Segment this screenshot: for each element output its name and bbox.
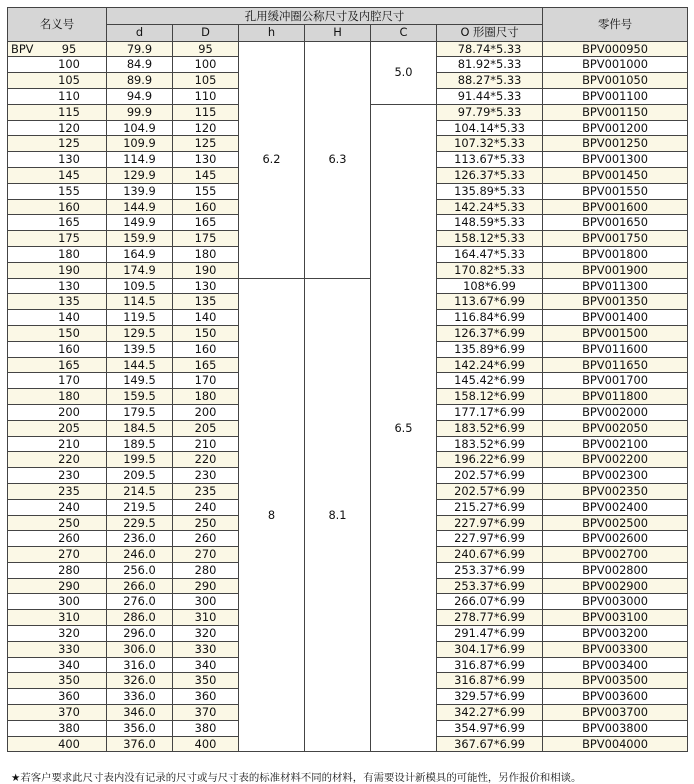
header-part-number: 零件号 [543,8,688,42]
cell-d: 109.5 [107,278,173,294]
nominal-value: 250 [58,515,80,530]
cell-d: 276.0 [107,594,173,610]
cell-nominal-number [8,452,107,468]
cell-o-ring-size: 135.89*5.33 [437,183,543,199]
cell-d: 79.9 [107,41,173,57]
cell-d: 356.0 [107,720,173,736]
cell-nominal-number [8,120,107,136]
cell-d: 179.5 [107,404,173,420]
cell-part-number: BPV001650 [543,215,688,231]
cell-D: 280 [173,562,239,578]
cell-part-number: BPV003700 [543,705,688,721]
cell-part-number: BPV003200 [543,626,688,642]
cell-d: 119.5 [107,310,173,326]
cell-o-ring-size: 253.37*6.99 [437,562,543,578]
cell-part-number: BPV001150 [543,104,688,120]
cell-part-number: BPV002900 [543,578,688,594]
cell-part-number: BPV011800 [543,389,688,405]
cell-D: 175 [173,231,239,247]
nominal-value: 160 [58,199,80,214]
cell-o-ring-size: 177.17*6.99 [437,404,543,420]
nominal-value: 105 [58,73,80,88]
nominal-value: 175 [58,231,80,246]
nominal-value: 210 [58,436,80,451]
cell-part-number: BPV001750 [543,231,688,247]
cell-D: 400 [173,736,239,752]
cell-o-ring-size: 304.17*6.99 [437,641,543,657]
nominal-value: 350 [58,673,80,688]
cell-part-number: BPV003600 [543,689,688,705]
cell-nominal-number [8,152,107,168]
cell-d: 316.0 [107,657,173,673]
cell-H-group-2: 8.1 [305,278,371,752]
cell-o-ring-size: 81.92*5.33 [437,57,543,73]
cell-o-ring-size: 158.12*5.33 [437,231,543,247]
cell-o-ring-size: 215.27*6.99 [437,499,543,515]
cell-o-ring-size: 316.87*6.99 [437,657,543,673]
cell-D: 190 [173,262,239,278]
cell-o-ring-size: 126.37*6.99 [437,325,543,341]
table-row [8,278,688,294]
cell-nominal-number [8,215,107,231]
cell-d: 104.9 [107,120,173,136]
cell-nominal-number [8,310,107,326]
cell-o-ring-size: 126.37*5.33 [437,167,543,183]
nominal-value: 270 [58,547,80,562]
cell-D: 95 [173,41,239,57]
cell-nominal-number [8,641,107,657]
cell-D: 130 [173,278,239,294]
size-table-container [7,7,687,784]
cell-o-ring-size: 367.67*6.99 [437,736,543,752]
nominal-value: 190 [58,262,80,277]
nominal-value: 400 [58,736,80,751]
cell-nominal-number [8,531,107,547]
cell-D: 180 [173,246,239,262]
cell-o-ring-size: 113.67*5.33 [437,152,543,168]
cell-nominal-number [8,736,107,752]
nominal-value: 115 [58,104,80,119]
cell-D: 330 [173,641,239,657]
cell-part-number: BPV003800 [543,720,688,736]
cell-part-number: BPV003500 [543,673,688,689]
cell-d: 114.5 [107,294,173,310]
cell-nominal-number [8,341,107,357]
nominal-value: 165 [58,357,80,372]
cell-D: 180 [173,389,239,405]
header-C: C [371,24,437,41]
cell-d: 296.0 [107,626,173,642]
header-h: h [239,24,305,41]
cell-d: 144.9 [107,199,173,215]
cell-d: 84.9 [107,57,173,73]
cell-part-number: BPV002100 [543,436,688,452]
cell-D: 160 [173,199,239,215]
cell-part-number: BPV002200 [543,452,688,468]
cell-nominal-number [8,689,107,705]
cell-D: 145 [173,167,239,183]
cell-D: 130 [173,152,239,168]
table-body [8,41,688,752]
nominal-value: 370 [58,705,80,720]
cell-nominal-number [8,673,107,689]
cell-o-ring-size: 183.52*6.99 [437,420,543,436]
nominal-value: 150 [58,325,80,340]
nominal-value: 290 [58,578,80,593]
table-row [8,41,688,57]
cell-d: 149.5 [107,373,173,389]
cell-D: 270 [173,547,239,563]
nominal-value: 125 [58,136,80,151]
cell-d: 164.9 [107,246,173,262]
cell-D: 310 [173,610,239,626]
cell-part-number: BPV002400 [543,499,688,515]
cell-nominal-number [8,626,107,642]
cell-nominal-number [8,705,107,721]
cell-nominal-number [8,547,107,563]
nominal-value: 300 [58,594,80,609]
nominal-value: 240 [58,499,80,514]
nominal-value: 140 [58,310,80,325]
cell-o-ring-size: 329.57*6.99 [437,689,543,705]
cell-part-number: BPV001100 [543,88,688,104]
cell-part-number: BPV001200 [543,120,688,136]
cell-d: 129.9 [107,167,173,183]
cell-D: 205 [173,420,239,436]
cell-o-ring-size: 202.57*6.99 [437,468,543,484]
cell-part-number: BPV003000 [543,594,688,610]
cell-part-number: BPV004000 [543,736,688,752]
cell-o-ring-size: 354.97*6.99 [437,720,543,736]
nominal-value: 165 [58,215,80,230]
cell-nominal-number [8,136,107,152]
cell-nominal-number [8,515,107,531]
nominal-value: 205 [58,420,80,435]
cell-D: 240 [173,499,239,515]
cell-D: 320 [173,626,239,642]
nominal-value: 95 [61,41,77,56]
cell-D: 260 [173,531,239,547]
cell-o-ring-size: 342.27*6.99 [437,705,543,721]
cell-d: 159.5 [107,389,173,405]
nominal-value: 235 [58,483,80,498]
cell-d: 266.0 [107,578,173,594]
nominal-value: 320 [58,626,80,641]
cell-part-number: BPV001400 [543,310,688,326]
cell-nominal-number [8,657,107,673]
cell-d: 306.0 [107,641,173,657]
cell-part-number: BPV001800 [543,246,688,262]
cell-d: 139.5 [107,341,173,357]
nominal-value: 360 [58,689,80,704]
cell-D: 350 [173,673,239,689]
cell-o-ring-size: 291.47*6.99 [437,626,543,642]
cell-part-number: BPV001500 [543,325,688,341]
cell-o-ring-size: 135.89*6.99 [437,341,543,357]
cell-D: 370 [173,705,239,721]
cell-nominal-number [8,357,107,373]
cell-D: 380 [173,720,239,736]
cell-D: 210 [173,436,239,452]
cell-nominal-number [8,610,107,626]
cell-o-ring-size: 97.79*5.33 [437,104,543,120]
header-D: D [173,24,239,41]
cell-nominal-number [8,294,107,310]
nominal-value: 280 [58,562,80,577]
cell-o-ring-size: 202.57*6.99 [437,483,543,499]
cell-part-number: BPV000950 [543,41,688,57]
cell-d: 174.9 [107,262,173,278]
cell-d: 89.9 [107,73,173,89]
cell-D: 250 [173,515,239,531]
cell-D: 100 [173,57,239,73]
cell-D: 135 [173,294,239,310]
cell-nominal-number [8,562,107,578]
cell-d: 376.0 [107,736,173,752]
cell-o-ring-size: 196.22*6.99 [437,452,543,468]
cell-D: 230 [173,468,239,484]
cell-nominal-number [8,420,107,436]
cell-nominal-number [8,183,107,199]
cell-o-ring-size: 240.67*6.99 [437,547,543,563]
cell-part-number: BPV002700 [543,547,688,563]
cell-D: 165 [173,357,239,373]
cell-o-ring-size: 113.67*6.99 [437,294,543,310]
cell-part-number: BPV011300 [543,278,688,294]
header-nominal-number: 名义号 [8,8,107,42]
cell-nominal-number [8,73,107,89]
cell-o-ring-size: 158.12*6.99 [437,389,543,405]
cell-d: 214.5 [107,483,173,499]
footnote: ★若客户要求此尺寸表内没有记录的尺寸或与尺寸表的标准材料不同的材料，有需要设计新模具的可能性，另作报价和相谈。 [11,772,582,784]
header-dimension-group: 孔用缓冲圈公称尺寸及内腔尺寸 [107,8,543,25]
cell-part-number: BPV003100 [543,610,688,626]
cell-nominal-number [8,483,107,499]
cell-d: 229.5 [107,515,173,531]
cell-D: 200 [173,404,239,420]
cell-part-number: BPV001550 [543,183,688,199]
cell-h-group-2: 8 [239,278,305,752]
cell-part-number: BPV002050 [543,420,688,436]
cell-part-number: BPV002600 [543,531,688,547]
nominal-value: 160 [58,341,80,356]
cell-o-ring-size: 266.07*6.99 [437,594,543,610]
cell-o-ring-size: 253.37*6.99 [437,578,543,594]
cell-d: 94.9 [107,88,173,104]
cell-part-number: BPV002000 [543,404,688,420]
cell-d: 209.5 [107,468,173,484]
cell-part-number: BPV003400 [543,657,688,673]
header-H: H [305,24,371,41]
cell-part-number: BPV001900 [543,262,688,278]
cell-d: 144.5 [107,357,173,373]
cell-part-number: BPV001000 [543,57,688,73]
nominal-value: 180 [58,246,80,261]
cell-o-ring-size: 88.27*5.33 [437,73,543,89]
cell-nominal-number [8,199,107,215]
cell-o-ring-size: 91.44*5.33 [437,88,543,104]
cell-d: 159.9 [107,231,173,247]
cell-nominal-number [8,278,107,294]
cell-part-number: BPV011650 [543,357,688,373]
cell-D: 360 [173,689,239,705]
nominal-value: 310 [58,610,80,625]
nominal-value: 220 [58,452,80,467]
cell-nominal-number [8,88,107,104]
cell-nominal-number [8,262,107,278]
cell-d: 336.0 [107,689,173,705]
cell-part-number: BPV011600 [543,341,688,357]
cell-d: 129.5 [107,325,173,341]
cell-d: 326.0 [107,673,173,689]
cell-o-ring-size: 142.24*6.99 [437,357,543,373]
nominal-value: 145 [58,167,80,182]
header-o-ring: O 形圈尺寸 [437,24,543,41]
cell-nominal-number [8,389,107,405]
cell-nominal-number [8,468,107,484]
cell-d: 246.0 [107,547,173,563]
cell-h-group-1: 6.2 [239,41,305,278]
nominal-value: 110 [58,88,80,103]
cell-d: 346.0 [107,705,173,721]
cell-D: 290 [173,578,239,594]
cell-o-ring-size: 107.32*5.33 [437,136,543,152]
nominal-value: 130 [58,278,80,293]
cell-part-number: BPV002300 [543,468,688,484]
nominal-value: 100 [58,57,80,72]
cell-nominal-number [8,167,107,183]
cell-D: 105 [173,73,239,89]
cell-o-ring-size: 145.42*6.99 [437,373,543,389]
cell-o-ring-size: 227.97*6.99 [437,531,543,547]
cell-d: 256.0 [107,562,173,578]
cell-o-ring-size: 170.82*5.33 [437,262,543,278]
cell-D: 155 [173,183,239,199]
cell-part-number: BPV001300 [543,152,688,168]
cell-part-number: BPV003300 [543,641,688,657]
cell-part-number: BPV002350 [543,483,688,499]
cell-D: 115 [173,104,239,120]
cell-part-number: BPV001600 [543,199,688,215]
cell-part-number: BPV001450 [543,167,688,183]
nominal-value: 200 [58,404,80,419]
nominal-value: 170 [58,373,80,388]
cell-D: 300 [173,594,239,610]
cell-part-number: BPV001050 [543,73,688,89]
cell-d: 114.9 [107,152,173,168]
nominal-value: 130 [58,152,80,167]
nominal-value: 230 [58,468,80,483]
cell-nominal-number [8,404,107,420]
cell-nominal-number [8,436,107,452]
cell-D: 125 [173,136,239,152]
cell-part-number: BPV001700 [543,373,688,389]
cell-nominal-number [8,57,107,73]
cell-nominal-number [8,41,107,57]
nominal-prefix: BPV [11,41,34,56]
cell-D: 220 [173,452,239,468]
cell-C-group-2: 6.5 [371,104,437,752]
cell-D: 160 [173,341,239,357]
nominal-value: 260 [58,531,80,546]
nominal-value: 155 [58,183,80,198]
cell-d: 286.0 [107,610,173,626]
header-d: d [107,24,173,41]
cell-part-number: BPV001250 [543,136,688,152]
nominal-value: 120 [58,120,80,135]
cell-D: 235 [173,483,239,499]
cell-o-ring-size: 104.14*5.33 [437,120,543,136]
cell-part-number: BPV002800 [543,562,688,578]
cell-d: 199.5 [107,452,173,468]
cell-D: 170 [173,373,239,389]
cell-d: 236.0 [107,531,173,547]
cell-o-ring-size: 142.24*5.33 [437,199,543,215]
cell-d: 99.9 [107,104,173,120]
cell-part-number: BPV001350 [543,294,688,310]
cell-o-ring-size: 78.74*5.33 [437,41,543,57]
nominal-value: 380 [58,720,80,735]
cell-o-ring-size: 148.59*5.33 [437,215,543,231]
cell-nominal-number [8,104,107,120]
cell-o-ring-size: 316.87*6.99 [437,673,543,689]
cell-nominal-number [8,578,107,594]
cell-D: 340 [173,657,239,673]
cell-nominal-number [8,231,107,247]
nominal-value: 180 [58,389,80,404]
cell-nominal-number [8,373,107,389]
cell-o-ring-size: 164.47*5.33 [437,246,543,262]
nominal-value: 135 [58,294,80,309]
cell-d: 139.9 [107,183,173,199]
cell-d: 189.5 [107,436,173,452]
cell-d: 149.9 [107,215,173,231]
cell-o-ring-size: 116.84*6.99 [437,310,543,326]
cell-o-ring-size: 108*6.99 [437,278,543,294]
cell-D: 120 [173,120,239,136]
cell-D: 165 [173,215,239,231]
cell-nominal-number [8,246,107,262]
nominal-value: 330 [58,641,80,656]
cell-H-group-1: 6.3 [305,41,371,278]
cell-d: 184.5 [107,420,173,436]
cell-d: 219.5 [107,499,173,515]
cell-D: 150 [173,325,239,341]
cell-o-ring-size: 227.97*6.99 [437,515,543,531]
cell-nominal-number [8,499,107,515]
cell-o-ring-size: 183.52*6.99 [437,436,543,452]
cell-nominal-number [8,720,107,736]
cell-part-number: BPV002500 [543,515,688,531]
cell-D: 140 [173,310,239,326]
cell-d: 109.9 [107,136,173,152]
cell-D: 110 [173,88,239,104]
cell-nominal-number [8,325,107,341]
cell-C-group-1: 5.0 [371,41,437,104]
cell-nominal-number [8,594,107,610]
seal-size-table [7,7,688,752]
cell-o-ring-size: 278.77*6.99 [437,610,543,626]
nominal-value: 340 [58,657,80,672]
